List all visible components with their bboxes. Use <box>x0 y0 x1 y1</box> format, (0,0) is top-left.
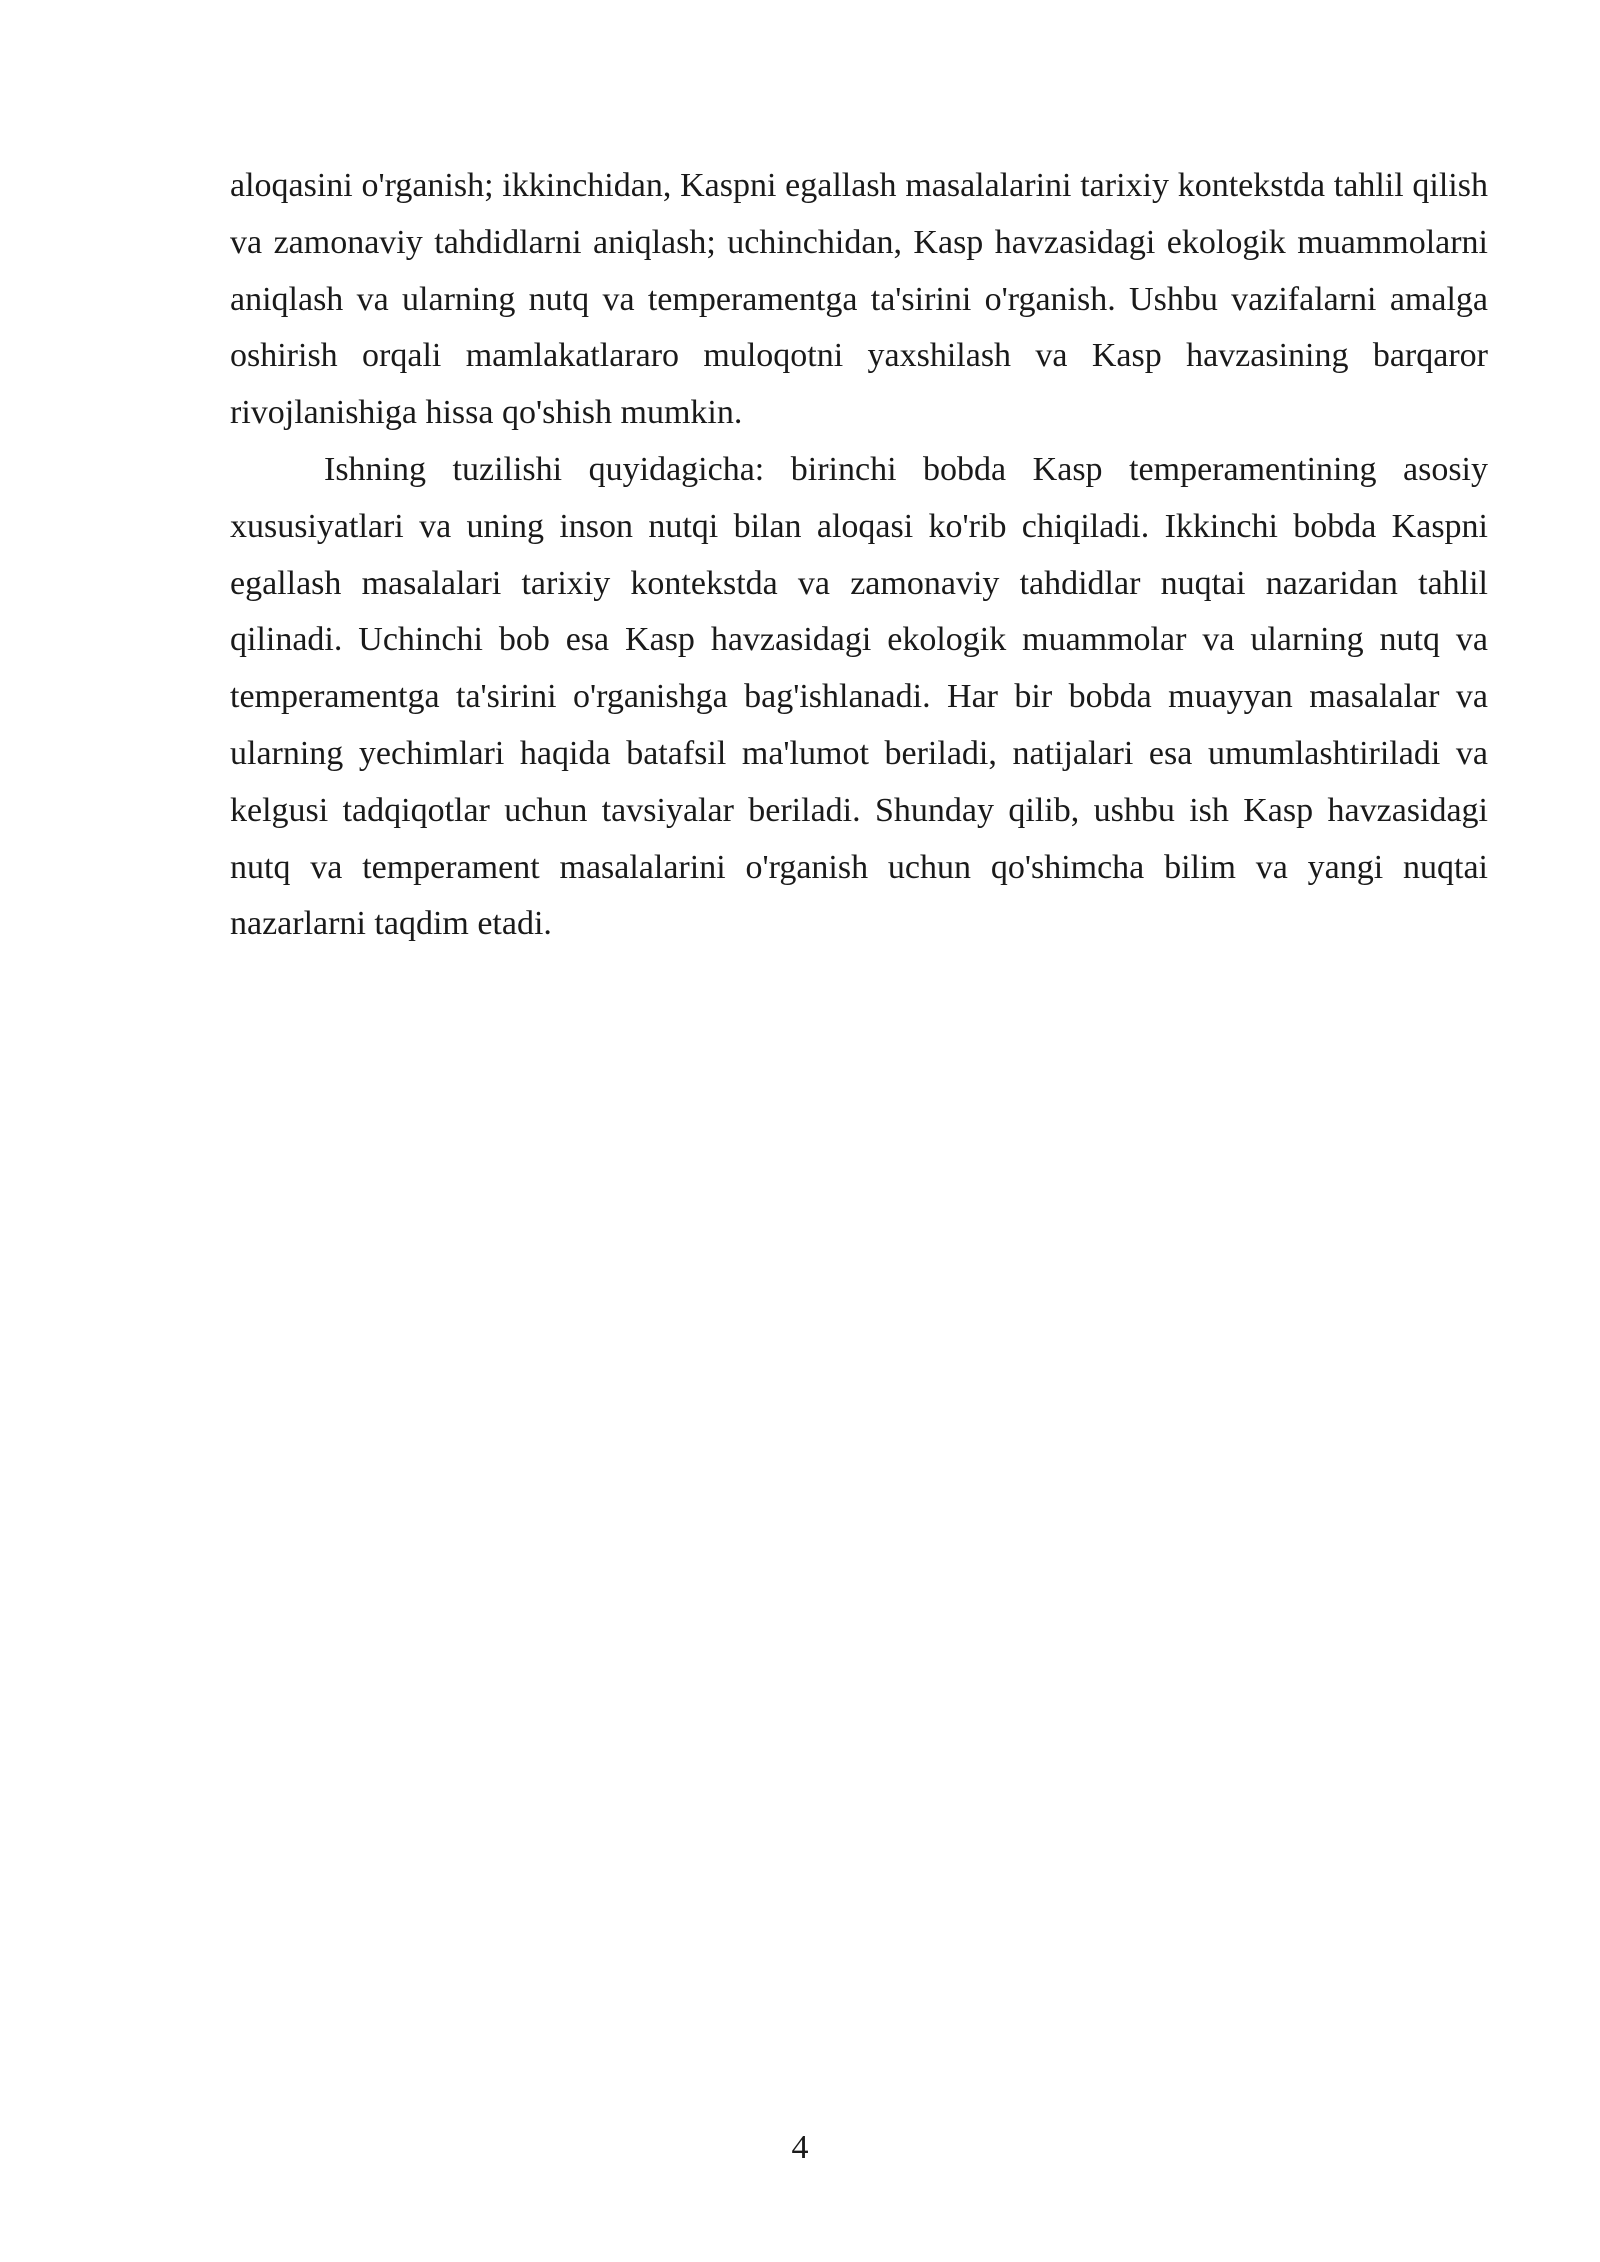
page-number: 4 <box>791 2129 809 2166</box>
paragraph-work-structure: Ishning tuzilishi quyidagicha: birinchi bobda Kasp temperamentining asosiy xususiyatlari va uning inson nutqi bilan aloqasi ko'rib chiqiladi. Ikkinchi bobda Kaspni egallash masalalari tarixiy kontekstda va zamonaviy tahdidlar nuqtai nazaridan tahlil qilinadi. Uchinchi bob esa Kasp havzasidagi ekologik muammolar va ularning nutq va temperamentga ta'sirini o'rganishga bag'ishlanadi. Har bir bobda muayyan masalalar va ularning yechimlari haqida batafsil ma'lumot beriladi, natijalari esa umumlashtiriladi va kelgusi tadqiqotlar uchun tavsiyalar beriladi. Shunday qilib, ushbu ish Kasp havzasidagi nutq va temperament masalalarini o'rganish uchun qo'shimcha bilim va yangi nuqtai nazarlarni taqdim etadi. <box>230 450 1488 943</box>
paragraph-continuation: aloqasini o'rganish; ikkinchidan, Kaspni egallash masalalarini tarixiy kontekstda tahlil qilish va zamonaviy tahdidlarni aniqlash; uchinchidan, Kasp havzasidagi ekologik muammolarni aniqlash va ularning nutq va temperamentga ta'sirini o'rganish. Ushbu vazifalarni amalga oshirish orqali mamlakatlararo muloqotni yaxshilash va Kasp havzasining barqaror rivojlanishiga hissa qo'shish mumkin. <box>230 167 1488 432</box>
body-text <box>230 158 1488 953</box>
